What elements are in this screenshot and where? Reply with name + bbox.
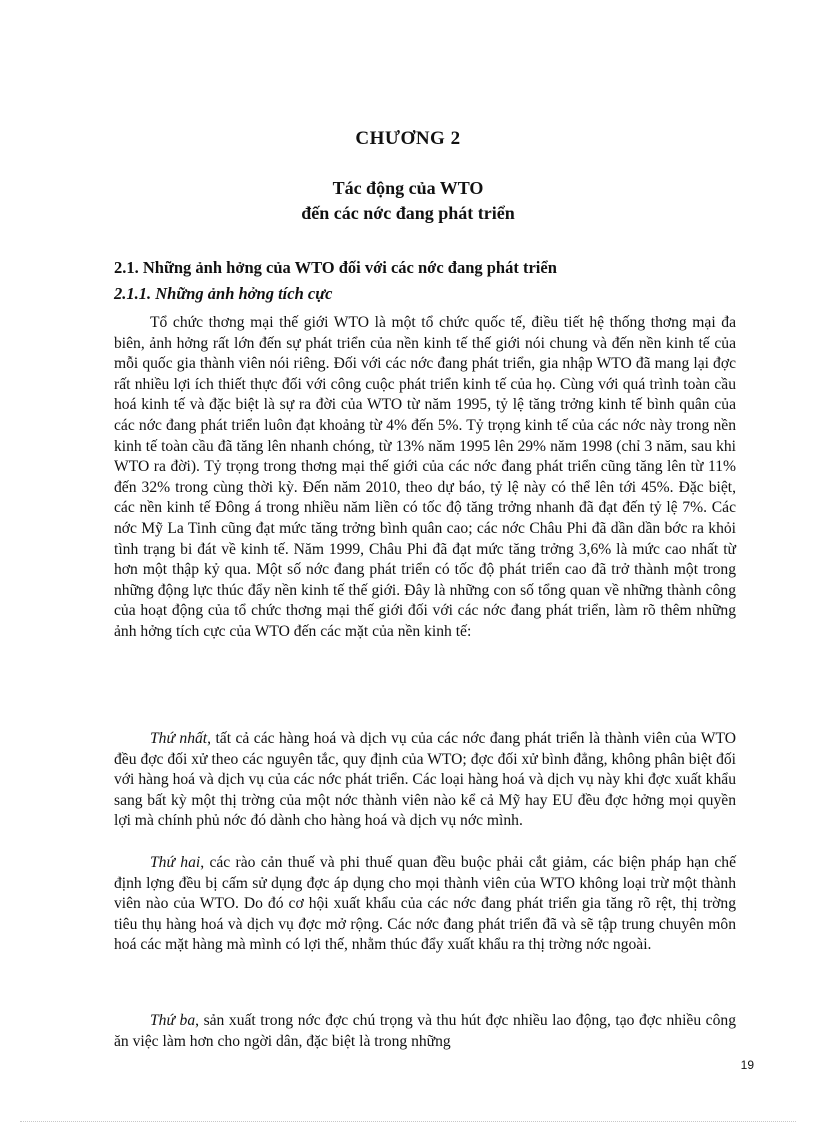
paragraph-third	[114, 1011, 736, 1052]
paragraph-second	[114, 853, 736, 956]
chapter-heading: CHƯƠNG 2	[355, 128, 461, 149]
paragraph-text: , sản xuất trong nớc đợc chú trọng và thu hút đợc nhiều lao động, tạo đợc nhiều công ăn việc làm hơn cho ngời dân, đặc biệt là trong những	[114, 1012, 736, 1050]
paragraph-lead: Thứ ba	[150, 1012, 196, 1029]
paragraph-lead: Thứ nhất	[150, 730, 208, 747]
paragraph-intro	[114, 313, 736, 643]
page-bottom-divider	[20, 1121, 796, 1122]
paragraph-lead: Thứ hai	[150, 854, 201, 871]
page-number: 19	[740, 1058, 754, 1072]
paragraph-text: , tất cả các hàng hoá và dịch vụ của các nớc đang phát triển là thành viên của WTO đều đợc đối xử theo các nguyên tắc, quy định của WTO; đợc đối xử bình đẳng, không phân biệt đối với hàng hoá và dịch vụ của các nớc phát triển. Các loại hàng hoá và dịch vụ này khi đợc xuất khẩu sang bất kỳ một thị trờng của một nớc thành viên nào kể cả Mỹ hay EU đều đợc hởng mọi quyền lợi mà chính phủ nớc đó dành cho hàng hoá và dịch vụ nớc mình.	[114, 730, 736, 830]
chapter-title-line-1: Tác động của WTO	[332, 178, 484, 198]
paragraph-first	[114, 729, 736, 832]
chapter-title-line-2: đến các nớc đang phát triển	[301, 203, 515, 223]
subsection-heading: 2.1.1. Những ảnh hởng tích cực	[114, 284, 333, 303]
paragraph-text: , các rào cản thuế và phi thuế quan đều buộc phải cắt giảm, các biện pháp hạn chế định lợng đều bị cấm sử dụng đợc áp dụng cho mọi thành viên của WTO không loại trừ một thành viên nào của WTO. Do đó cơ hội xuất khẩu của các nớc đang phát triển gia tăng rõ rệt, thị trờng tiêu thụ hàng hoá và dịch vụ đợc mở rộng. Các nớc đang phát triển đã và sẽ tập trung chuyên môn hoá các mặt hàng mà mình có lợi thế, nhằm thúc đẩy xuất khẩu ra thị trờng nớc ngoài.	[114, 854, 736, 954]
section-heading: 2.1. Những ảnh hởng của WTO đối với các nớc đang phát triển	[114, 258, 557, 277]
paragraph-text: Tổ chức thơng mại thế giới WTO là một tổ chức quốc tế, điều tiết hệ thống thơng mại đa biên, ảnh hởng rất lớn đến sự phát triển của nền kinh tế thế giới nói chung và đến nền kinh tế của mỗi quốc gia thành viên nói riêng. Đối với các nớc đang phát triển, gia nhập WTO đã mang lại đợc rất nhiều lợi ích thiết thực đối với công cuộc phát triển kinh tế của họ. Cùng với quá trình toàn cầu hoá kinh tế và đặc biệt là sự ra đời của WTO từ năm 1995, tỷ lệ tăng trởng kinh tế bình quân của các nớc đang phát triển luôn đạt khoảng từ 4% đến 5%. Tỷ trọng kinh tế của các nớc này trong nền kinh tế toàn cầu đã tăng lên nhanh chóng, từ 13% năm 1995 lên 29% năm 1998 (chỉ 3 năm, sau khi WTO ra đời). Tỷ trọng trong thơng mại thế giới của các nớc đang phát triển cũng tăng lên từ 11% đến 32% trong cùng thời kỳ. Đến năm 2010, theo dự báo, tỷ lệ này có thể lên tới 45%. Đặc biệt, các nền kinh tế Đông á trong nhiều năm liền có tốc độ tăng trởng nhanh đã đạt đến tỷ lệ 7%. Các nớc Mỹ La Tinh cũng đạt mức tăng trởng bình quân cao; các nớc Châu Phi đã dần dần bớc ra khỏi tình trạng bi đát về kinh tế. Năm 1999, Châu Phi đã đạt mức tăng trởng 3,6% là mức cao nhất từ hơn một thập kỷ qua. Một số nớc đang phát triển có tốc độ phát triển cao đã trở thành một trong những động lực thúc đẩy nền kinh tế thế giới. Đây là những con số tổng quan về những thành công của hoạt động của tổ chức thơng mại thế giới đối với các nớc đang phát triển, làm rõ thêm những ảnh hởng tích cực của WTO đến các mặt của nền kinh tế:	[114, 314, 736, 640]
